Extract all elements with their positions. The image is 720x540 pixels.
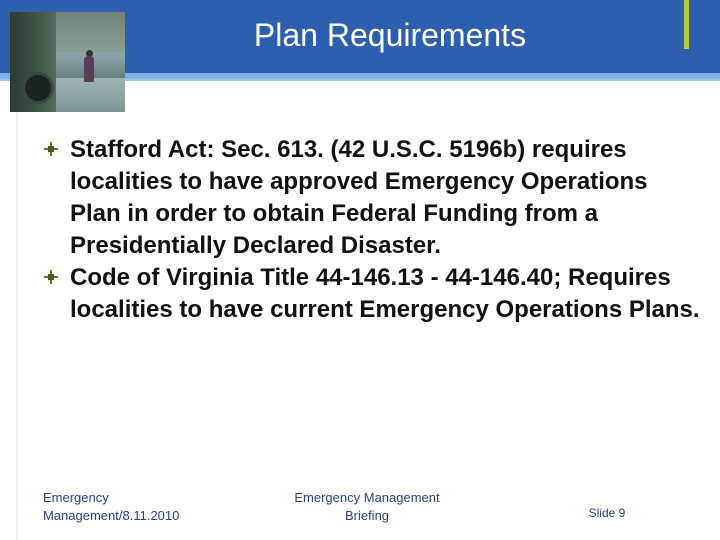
flood-photo [10, 12, 125, 112]
bullet-text: Stafford Act: Sec. 613. (42 U.S.C. 5196b) requires localities to have approved Emergency Operations Plan in order to obtain Federal Funding from a Presidentially Declared Disaster. [70, 136, 648, 259]
slide-number: Slide 9 [588, 506, 626, 520]
slide-title: Plan Requirements [253, 17, 527, 53]
corner-accent-bar [684, 0, 689, 49]
footer-center-line1: Emergency Management [294, 490, 440, 505]
left-margin-rule [16, 112, 18, 540]
bullet-item [40, 134, 700, 262]
footer-left-line1: Emergency [43, 490, 109, 505]
footer-left [43, 489, 233, 525]
sparkle-bullet-icon [44, 142, 58, 156]
photo-floodwater [56, 78, 125, 112]
bullet-list [40, 134, 700, 326]
photo-wheel [22, 72, 54, 104]
photo-trees [56, 12, 125, 52]
photo-person [84, 56, 94, 82]
sparkle-bullet-icon [44, 270, 58, 284]
footer-center [278, 489, 456, 525]
bullet-item [40, 262, 700, 326]
footer-center-line2: Briefing [344, 508, 390, 523]
footer-left-line2: Management/8.11.2010 [43, 508, 180, 523]
bullet-text: Code of Virginia Title 44-146.13 - 44-146.40; Requires localities to have current Emergency Operations Plans. [70, 264, 700, 323]
